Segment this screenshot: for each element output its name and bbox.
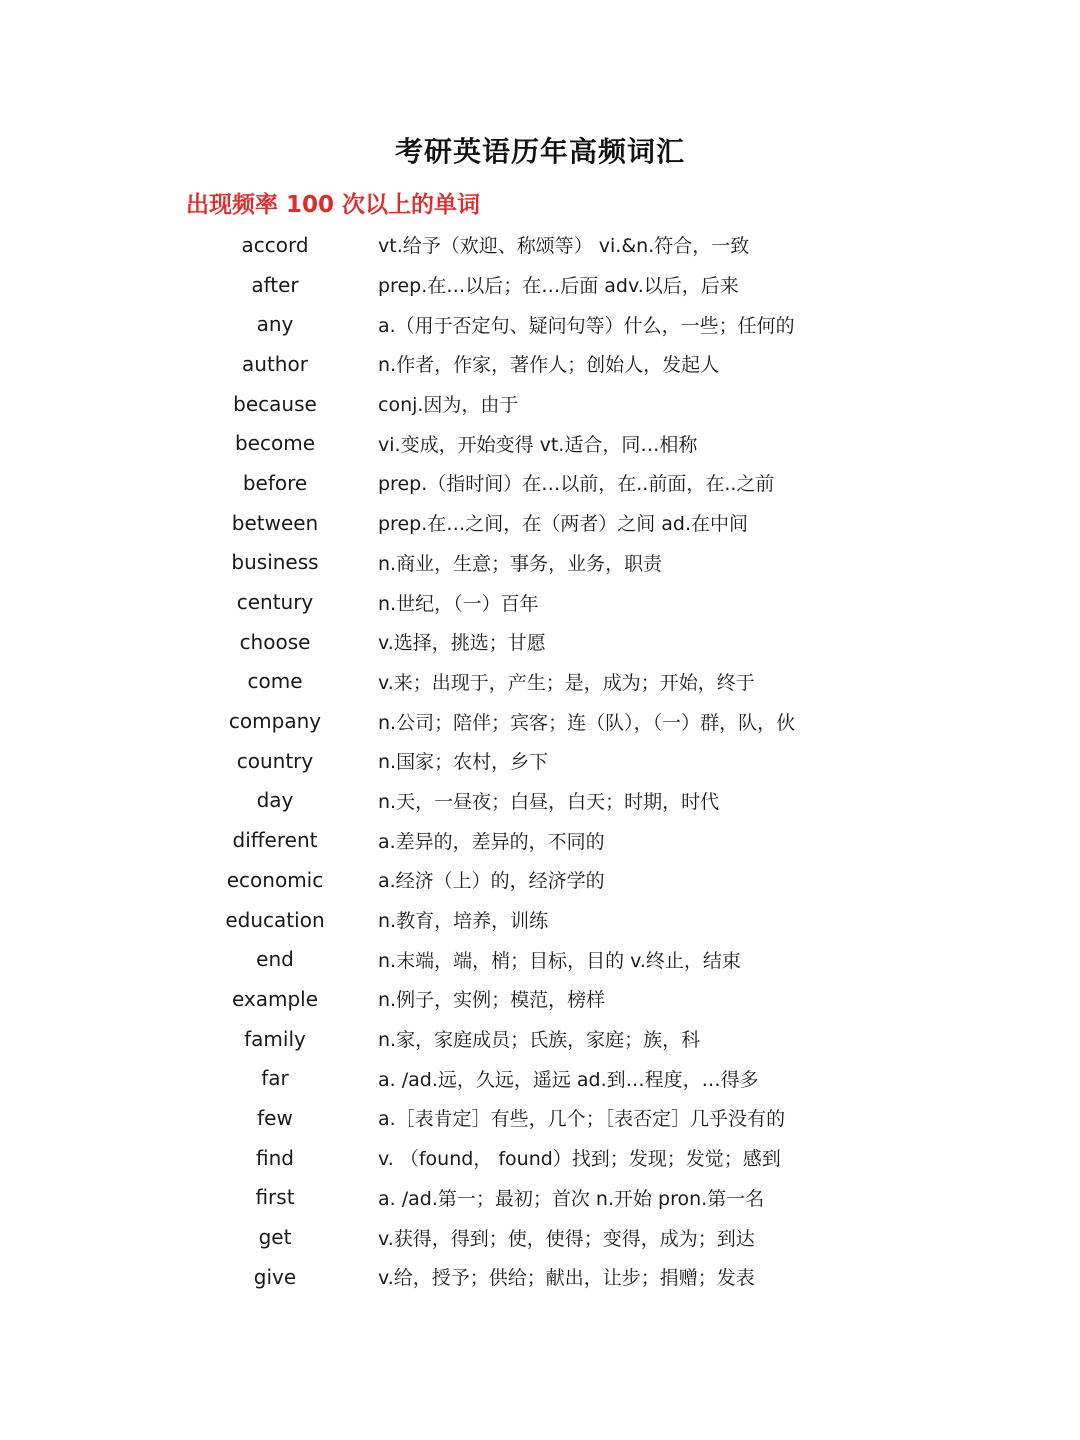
vocab-definition: vi.变成，开始变得 vt.适合，同…相称 bbox=[378, 433, 698, 456]
vocab-entry bbox=[0, 384, 1080, 424]
vocab-definition: a.（用于否定句、疑问句等）什么，一些；任何的 bbox=[378, 314, 795, 337]
vocab-definition: v.来；出现于，产生；是，成为；开始，终于 bbox=[378, 671, 755, 694]
vocab-entry bbox=[0, 979, 1080, 1019]
vocab-word: company bbox=[228, 709, 322, 734]
vocab-word: any bbox=[256, 312, 294, 337]
vocab-definition: vt.给予（欢迎、称颂等） vi.&n.符合，一致 bbox=[378, 235, 750, 258]
vocab-word: because bbox=[233, 391, 317, 416]
vocab-word: first bbox=[255, 1185, 295, 1210]
vocab-word: day bbox=[256, 788, 294, 813]
vocab-definition: n.国家；农村，乡下 bbox=[378, 751, 549, 774]
vocab-entry bbox=[0, 463, 1080, 503]
vocab-definition: v.给，授予；供给；献出，让步；捐赠；发表 bbox=[378, 1267, 755, 1290]
vocab-entry bbox=[0, 503, 1080, 543]
page-title: 考研英语历年高频词汇 bbox=[394, 135, 685, 168]
vocab-word: author bbox=[242, 351, 308, 376]
vocab-entry bbox=[0, 701, 1080, 741]
vocab-word: give bbox=[253, 1264, 297, 1289]
vocab-entry bbox=[0, 344, 1080, 384]
vocab-word: family bbox=[244, 1026, 306, 1051]
vocab-entry bbox=[0, 939, 1080, 979]
vocab-entry bbox=[0, 1257, 1080, 1297]
vocab-word: far bbox=[261, 1066, 289, 1091]
vocab-entry bbox=[0, 543, 1080, 583]
vocab-entry bbox=[0, 1138, 1080, 1178]
vocab-entry bbox=[0, 423, 1080, 463]
vocab-entry bbox=[0, 1098, 1080, 1138]
vocab-definition: n.家，家庭成员；氏族，家庭；族，科 bbox=[378, 1029, 701, 1052]
vocab-word: get bbox=[258, 1225, 292, 1250]
vocab-definition: conj.因为，由于 bbox=[378, 394, 519, 417]
vocab-definition: a. /ad.远，久远，遥远 ad.到…程度，…得多 bbox=[378, 1068, 759, 1091]
vocab-definition: prep.在…之间，在（两者）之间 ad.在中间 bbox=[378, 513, 749, 536]
vocab-entry bbox=[0, 781, 1080, 821]
vocab-definition: v.获得，得到；使，使得；变得，成为；到达 bbox=[378, 1227, 755, 1250]
vocab-entry bbox=[0, 900, 1080, 940]
vocab-word: example bbox=[231, 986, 319, 1011]
vocab-word: between bbox=[231, 510, 319, 535]
vocab-definition: v.选择，挑选；甘愿 bbox=[378, 632, 546, 655]
vocab-definition: n.商业，生意；事务，业务，职责 bbox=[378, 552, 663, 575]
vocab-word: become bbox=[234, 431, 316, 456]
vocab-definition: n.例子，实例；模范，榜样 bbox=[378, 989, 606, 1012]
vocab-word: accord bbox=[241, 232, 309, 257]
vocab-definition: n.作者，作家，著作人；创始人，发起人 bbox=[378, 354, 720, 377]
vocab-entry bbox=[0, 1058, 1080, 1098]
vocab-definition: prep.在…以后；在…后面 adv.以后，后来 bbox=[378, 275, 739, 298]
vocab-word: country bbox=[236, 748, 314, 773]
vocab-entry bbox=[0, 622, 1080, 662]
vocab-entry bbox=[0, 304, 1080, 344]
vocab-word: find bbox=[256, 1145, 294, 1170]
vocab-definition: n.公司；陪伴；宾客；连（队），（一）群，队，伙 bbox=[378, 711, 796, 734]
vocab-definition: n.教育，培养，训练 bbox=[378, 910, 549, 933]
vocab-definition: a.［表肯定］有些，几个；［表否定］几乎没有的 bbox=[378, 1108, 786, 1131]
vocab-entry bbox=[0, 225, 1080, 265]
vocab-entry bbox=[0, 265, 1080, 305]
vocab-entry bbox=[0, 662, 1080, 702]
vocab-definition: a. /ad.第一；最初；首次 n.开始 pron.第一名 bbox=[378, 1187, 765, 1210]
vocab-definition: n.世纪，（一）百年 bbox=[378, 592, 539, 615]
vocab-entry bbox=[0, 741, 1080, 781]
vocab-definition: v. （found， found）找到；发现；发觉；感到 bbox=[378, 1148, 781, 1171]
vocab-word: after bbox=[251, 272, 299, 297]
vocab-word: before bbox=[242, 470, 308, 495]
vocab-entry bbox=[0, 1178, 1080, 1218]
vocab-word: choose bbox=[239, 629, 311, 654]
vocab-entry bbox=[0, 582, 1080, 622]
vocab-definition: n.末端，端，梢；目标，目的 v.终止，结束 bbox=[378, 949, 741, 972]
vocab-entry bbox=[0, 1019, 1080, 1059]
section-heading: 出现频率 100 次以上的单词 bbox=[186, 192, 481, 218]
vocab-word: economic bbox=[226, 867, 324, 892]
vocab-entry bbox=[0, 1217, 1080, 1257]
vocab-word: few bbox=[257, 1105, 293, 1130]
vocab-definition: a.经济（上）的，经济学的 bbox=[378, 870, 605, 893]
vocab-word: come bbox=[247, 669, 303, 694]
vocab-entry bbox=[0, 860, 1080, 900]
vocab-word: century bbox=[236, 590, 314, 615]
vocab-definition: a.差异的，差异的，不同的 bbox=[378, 830, 605, 853]
vocab-definition: prep.（指时间）在…以前，在..前面，在..之前 bbox=[378, 473, 775, 496]
vocab-word: different bbox=[232, 828, 318, 853]
vocab-word: business bbox=[231, 550, 319, 575]
vocab-word: education bbox=[225, 907, 325, 932]
vocab-entry bbox=[0, 820, 1080, 860]
vocab-word: end bbox=[256, 947, 294, 972]
vocab-list bbox=[0, 225, 1080, 1297]
vocab-definition: n.天，一昼夜；白昼，白天；时期，时代 bbox=[378, 790, 720, 813]
